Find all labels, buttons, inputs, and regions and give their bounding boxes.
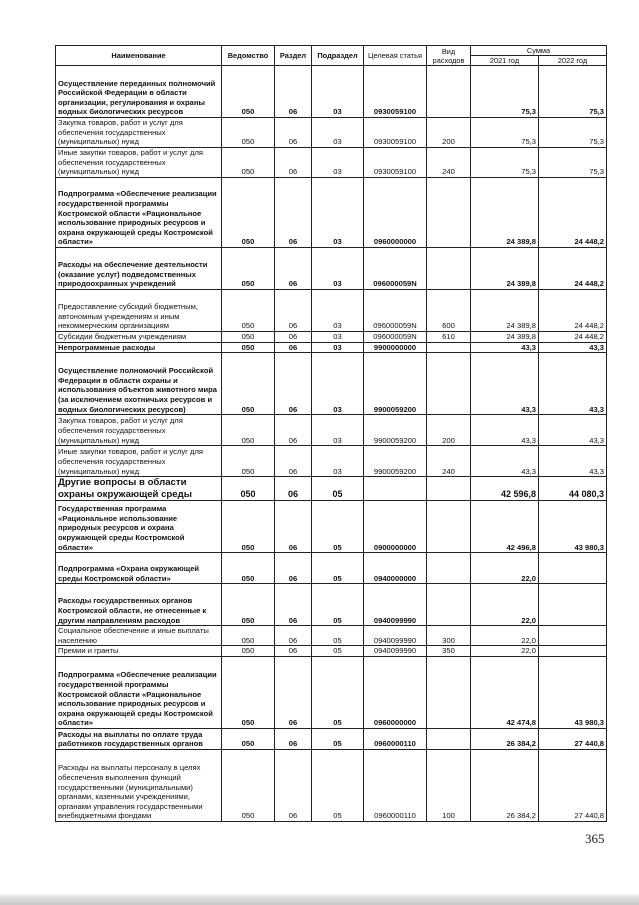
table-cell-name: Подпрограмма «Обеспечение реализации государственной программы Костромской области «Рациональное использование природных ресурсов и охрана окружающей среды Костромской области»: [56, 178, 222, 248]
table-cell-target: 0940099990: [364, 626, 427, 646]
table-cell-target: 0960000000: [364, 178, 427, 248]
table-cell-name: Субсидии бюджетным учреждениям: [56, 332, 222, 343]
table-cell-name: Закупка товаров, работ и услуг для обеспечения государственных (муниципальных) нужд: [56, 415, 222, 446]
table-cell-target: 0960000110: [364, 728, 427, 749]
table-cell-kind: [427, 66, 471, 118]
table-body: [56, 66, 607, 822]
header-subsection: Подраздел: [312, 46, 364, 66]
table-cell-target: 0960000110: [364, 749, 427, 821]
table-cell-subsection: 03: [312, 178, 364, 248]
table-cell-kind: 610: [427, 332, 471, 343]
table-cell-subsection: 05: [312, 728, 364, 749]
table-cell-2021: 24 389,8: [471, 248, 539, 290]
header-kind: Вид расходов: [427, 46, 471, 66]
table-cell-name: Подпрограмма «Обеспечение реализации государственной программы Костромской области «Рациональное использование природных ресурсов и охрана окружающей среды Костромской области»: [56, 656, 222, 728]
table-cell-2021: 24 389,8: [471, 178, 539, 248]
table-cell-subsection: 03: [312, 446, 364, 477]
table-cell-section: 06: [275, 584, 312, 626]
header-target: Целевая статья: [364, 46, 427, 66]
table-cell-2022: 24 448,2: [539, 290, 607, 332]
table-cell-section: 06: [275, 646, 312, 657]
table-cell-dept: 050: [222, 290, 275, 332]
table-cell-2021: 75,3: [471, 118, 539, 148]
table-cell-2022: 43,3: [539, 353, 607, 415]
table-cell-subsection: 05: [312, 553, 364, 584]
table-cell-name: Расходы на выплаты персоналу в целях обеспечения выполнения функций государственными (муниципальными) органами, казенными учреждениями, органами управления государственными внебюджетными фондами: [56, 749, 222, 821]
table-cell-2022: 44 080,3: [539, 477, 607, 501]
table-cell-kind: 240: [427, 148, 471, 178]
table-row: [56, 290, 607, 332]
table-cell-2022: 43,3: [539, 342, 607, 353]
table-cell-section: 06: [275, 178, 312, 248]
table-cell-kind: [427, 353, 471, 415]
table-cell-target: 096000059N: [364, 290, 427, 332]
table-cell-target: 0900000000: [364, 501, 427, 553]
budget-table: [55, 45, 607, 822]
table-cell-kind: 240: [427, 446, 471, 477]
table-cell-2022: 24 448,2: [539, 248, 607, 290]
header-sum: Сумма: [471, 46, 607, 56]
table-cell-2021: 22,0: [471, 584, 539, 626]
table-cell-kind: 300: [427, 626, 471, 646]
table-cell-2021: 43,3: [471, 342, 539, 353]
table-cell-section: 06: [275, 501, 312, 553]
table-row: [56, 501, 607, 553]
table-cell-2022: [539, 646, 607, 657]
table-row: [56, 415, 607, 446]
table-cell-target: 9900059200: [364, 415, 427, 446]
table-header: [56, 46, 607, 66]
table-cell-section: 06: [275, 148, 312, 178]
table-cell-section: 06: [275, 446, 312, 477]
table-cell-name: Расходы на выплаты по оплате труда работников государственных органов: [56, 728, 222, 749]
table-cell-2021: 75,3: [471, 148, 539, 178]
header-2022: 2022 год: [539, 56, 607, 66]
table-cell-name: Непрограммные расходы: [56, 342, 222, 353]
table-cell-target: 9900000000: [364, 342, 427, 353]
table-cell-2021: 24 389,8: [471, 290, 539, 332]
table-row: [56, 728, 607, 749]
table-cell-dept: 050: [222, 553, 275, 584]
table-cell-2021: 42 474,8: [471, 656, 539, 728]
table-cell-subsection: 03: [312, 148, 364, 178]
table-cell-2022: 75,3: [539, 118, 607, 148]
scan-edge: [0, 893, 639, 905]
table-cell-2022: [539, 584, 607, 626]
table-cell-2021: 42 596,8: [471, 477, 539, 501]
table-cell-target: 096000059N: [364, 332, 427, 343]
table-cell-kind: [427, 728, 471, 749]
table-cell-name: Иные закупки товаров, работ и услуг для обеспечения государственных (муниципальных) нужд: [56, 446, 222, 477]
table-row: [56, 66, 607, 118]
table-cell-2021: 26 384,2: [471, 749, 539, 821]
table-cell-subsection: 05: [312, 656, 364, 728]
table-cell-target: 0940000000: [364, 553, 427, 584]
table-cell-section: 06: [275, 749, 312, 821]
table-cell-name: Другие вопросы в области охраны окружающей среды: [56, 477, 222, 501]
table-cell-2021: 75,3: [471, 66, 539, 118]
table-cell-2022: 24 448,2: [539, 178, 607, 248]
table-cell-2022: 24 448,2: [539, 332, 607, 343]
table-cell-subsection: 03: [312, 290, 364, 332]
table-cell-2022: 43 980,3: [539, 656, 607, 728]
table-cell-2021: 42 496,8: [471, 501, 539, 553]
table-cell-subsection: 03: [312, 415, 364, 446]
table-cell-target: 9900059200: [364, 446, 427, 477]
table-cell-name: Осуществление переданных полномочий Российской Федерации в области организации, регулирования и охраны водных биологических ресурсов: [56, 66, 222, 118]
table-cell-dept: 050: [222, 148, 275, 178]
table-cell-2022: 43,3: [539, 415, 607, 446]
table-cell-section: 06: [275, 656, 312, 728]
table-cell-kind: [427, 342, 471, 353]
table-cell-dept: 050: [222, 178, 275, 248]
table-cell-subsection: 03: [312, 342, 364, 353]
table-cell-subsection: 05: [312, 584, 364, 626]
table-cell-section: 06: [275, 332, 312, 343]
table-cell-subsection: 03: [312, 66, 364, 118]
table-cell-kind: 100: [427, 749, 471, 821]
table-cell-name: Расходы на обеспечение деятельности (оказание услуг) подведомственных природоохранных учреждений: [56, 248, 222, 290]
table-cell-dept: 050: [222, 66, 275, 118]
table-cell-2022: 27 440,8: [539, 728, 607, 749]
page-number: 365: [585, 831, 605, 846]
table-cell-kind: 350: [427, 646, 471, 657]
table-cell-2021: 22,0: [471, 646, 539, 657]
table-cell-dept: 050: [222, 248, 275, 290]
table-row: [56, 656, 607, 728]
table-row: [56, 148, 607, 178]
table-cell-kind: [427, 553, 471, 584]
table-cell-2021: 22,0: [471, 626, 539, 646]
table-cell-dept: 050: [222, 353, 275, 415]
table-cell-2022: 43 980,3: [539, 501, 607, 553]
table-cell-kind: 600: [427, 290, 471, 332]
table-cell-2021: 22,0: [471, 553, 539, 584]
table-row: [56, 353, 607, 415]
table-cell-2021: 43,3: [471, 353, 539, 415]
table-cell-dept: 050: [222, 501, 275, 553]
table-cell-name: Иные закупки товаров, работ и услуг для обеспечения государственных (муниципальных) нужд: [56, 148, 222, 178]
table-cell-2021: 43,3: [471, 446, 539, 477]
table-cell-kind: [427, 178, 471, 248]
table-cell-section: 06: [275, 248, 312, 290]
table-cell-dept: 050: [222, 584, 275, 626]
table-cell-name: Социальное обеспечение и иные выплаты населению: [56, 626, 222, 646]
table-cell-2021: 43,3: [471, 415, 539, 446]
table-cell-target: 0930059100: [364, 118, 427, 148]
table-row: [56, 178, 607, 248]
table-cell-section: 06: [275, 477, 312, 501]
table-cell-2021: 24 389,8: [471, 332, 539, 343]
table-row: [56, 553, 607, 584]
table-cell-dept: 050: [222, 332, 275, 343]
table-cell-kind: 200: [427, 415, 471, 446]
table-row: [56, 118, 607, 148]
table-cell-section: 06: [275, 626, 312, 646]
table-cell-kind: 200: [427, 118, 471, 148]
table-cell-subsection: 03: [312, 332, 364, 343]
table-row: [56, 477, 607, 501]
table-cell-section: 06: [275, 66, 312, 118]
table-cell-2022: 43,3: [539, 446, 607, 477]
table-cell-section: 06: [275, 415, 312, 446]
table-cell-kind: [427, 656, 471, 728]
table-cell-target: 0930059100: [364, 148, 427, 178]
table-cell-section: 06: [275, 728, 312, 749]
table-cell-subsection: 05: [312, 646, 364, 657]
table-cell-subsection: 03: [312, 118, 364, 148]
table-cell-subsection: 03: [312, 248, 364, 290]
table-cell-section: 06: [275, 290, 312, 332]
table-cell-dept: 050: [222, 749, 275, 821]
table-cell-subsection: 05: [312, 626, 364, 646]
table-cell-dept: 050: [222, 342, 275, 353]
header-name: Наименование: [56, 46, 222, 66]
table-cell-kind: [427, 584, 471, 626]
table-row: [56, 646, 607, 657]
table-cell-section: 06: [275, 553, 312, 584]
table-cell-name: Подпрограмма «Охрана окружающей среды Костромской области»: [56, 553, 222, 584]
header-2021: 2021 год: [471, 56, 539, 66]
table-row: [56, 626, 607, 646]
table-cell-target: 9900059200: [364, 353, 427, 415]
table-cell-target: 0940099990: [364, 584, 427, 626]
table-cell-dept: 050: [222, 728, 275, 749]
table-cell-subsection: 05: [312, 749, 364, 821]
table-cell-name: Осуществление полномочий Российской Федерации в области охраны и использования объектов животного мира (за исключением охотничьих ресурсов и водных биологических ресурсов): [56, 353, 222, 415]
table-cell-subsection: 05: [312, 501, 364, 553]
table-cell-name: Премии и гранты: [56, 646, 222, 657]
table-cell-name: Расходы государственных органов Костромской области, не отнесенные к другим направлениям расходов: [56, 584, 222, 626]
table-cell-dept: 050: [222, 477, 275, 501]
table-cell-dept: 050: [222, 415, 275, 446]
table-cell-name: Предоставление субсидий бюджетным, автономным учреждениям и иным некоммерческим организациям: [56, 290, 222, 332]
table-cell-dept: 050: [222, 656, 275, 728]
table-row: [56, 248, 607, 290]
table-row: [56, 332, 607, 343]
header-section: Раздел: [275, 46, 312, 66]
table-cell-dept: 050: [222, 446, 275, 477]
table-cell-kind: [427, 501, 471, 553]
table-cell-name: Закупка товаров, работ и услуг для обеспечения государственных (муниципальных) нужд: [56, 118, 222, 148]
table-cell-section: 06: [275, 353, 312, 415]
table-cell-2022: [539, 626, 607, 646]
table-cell-2022: 27 440,8: [539, 749, 607, 821]
table-cell-2022: 75,3: [539, 66, 607, 118]
table-row: [56, 446, 607, 477]
table-row: [56, 584, 607, 626]
table-cell-2022: 75,3: [539, 148, 607, 178]
table-cell-target: 0940099990: [364, 646, 427, 657]
table-cell-kind: [427, 248, 471, 290]
table-cell-subsection: 03: [312, 353, 364, 415]
table-cell-target: 0960000000: [364, 656, 427, 728]
table-cell-name: Государственная программа «Рациональное использование природных ресурсов и охрана окружающей среды Костромской области»: [56, 501, 222, 553]
table-cell-target: 096000059N: [364, 248, 427, 290]
table-cell-kind: [427, 477, 471, 501]
table-cell-section: 06: [275, 118, 312, 148]
table-cell-2021: 26 384,2: [471, 728, 539, 749]
table-cell-dept: 050: [222, 626, 275, 646]
header-dept: Ведомство: [222, 46, 275, 66]
table-cell-dept: 050: [222, 118, 275, 148]
table-cell-section: 06: [275, 342, 312, 353]
table-row: [56, 342, 607, 353]
table-cell-target: [364, 477, 427, 501]
table-cell-target: 0930059100: [364, 66, 427, 118]
table-row: [56, 749, 607, 821]
table-cell-2022: [539, 553, 607, 584]
table-cell-dept: 050: [222, 646, 275, 657]
table-cell-subsection: 05: [312, 477, 364, 501]
